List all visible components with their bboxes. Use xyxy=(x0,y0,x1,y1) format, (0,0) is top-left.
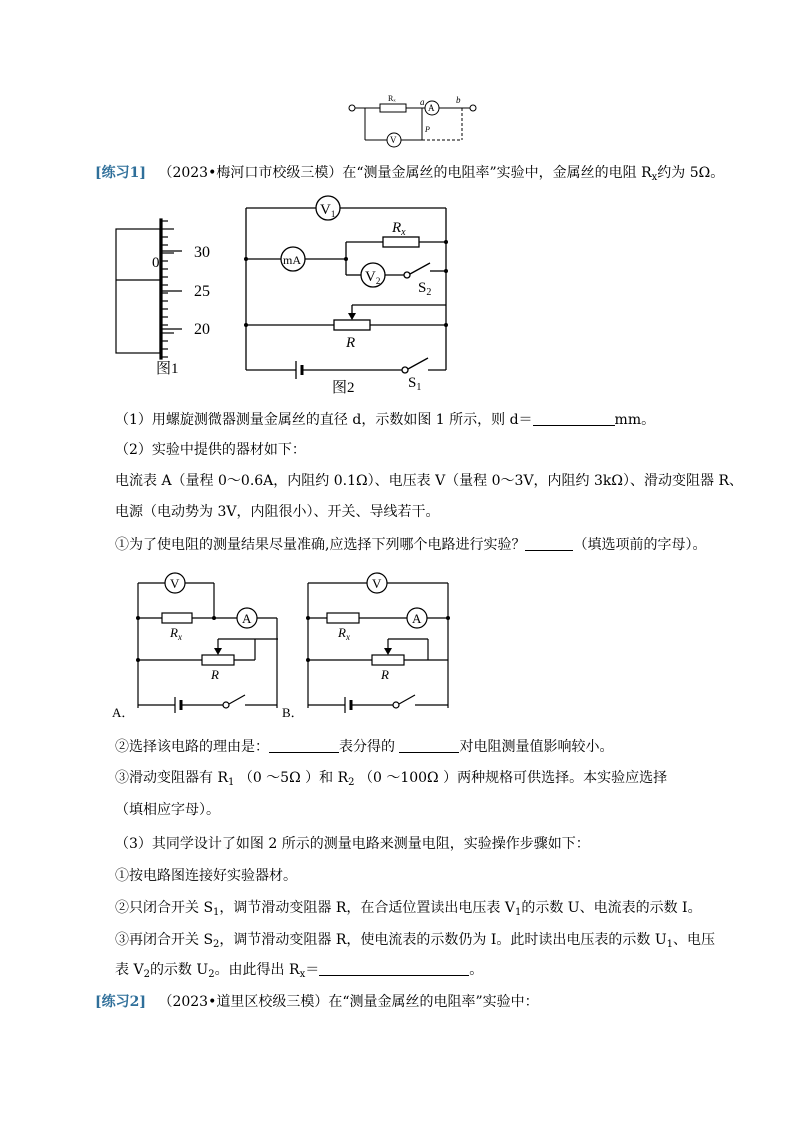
top-p-label: P xyxy=(425,125,430,134)
ex1-q2-2-blank1[interactable] xyxy=(269,738,339,753)
fig2-ma: mA xyxy=(283,253,301,267)
circuit-b xyxy=(280,565,460,720)
ex1-step3-l2-c-sub: x xyxy=(299,969,306,980)
top-rx-label: Rₓ xyxy=(388,94,396,103)
ex2-intro-text: （2023•道里区校级三模）在“测量金属丝的电阻率”实验中： xyxy=(158,994,539,1010)
ex1-intro-post: 约为 5Ω。 xyxy=(657,165,725,181)
fig1-tick-25: 25 xyxy=(194,283,210,300)
fig1-tick-20: 20 xyxy=(194,321,210,338)
ex1-q2-2-pre: ②选择该电路的理由是： xyxy=(115,739,269,755)
fig2-caption: 图2 xyxy=(332,380,355,395)
ex1-step2-b-sub: 1 xyxy=(514,907,522,918)
circuit-a-rx: $R_x$ xyxy=(170,625,182,642)
ex1-intro xyxy=(95,163,724,188)
ex1-step2 xyxy=(115,898,702,923)
ex1-equip-line2: 电源（电动势为 3V，内阻很小）、开关、导线若干。 xyxy=(115,504,440,520)
ex2-intro xyxy=(95,992,539,1012)
ex1-q2-1-blank[interactable] xyxy=(525,536,573,551)
circuit-a-a: A xyxy=(242,611,252,626)
ex1-intro-pre: （2023•梅河口市校级三模）在“测量金属丝的电阻率”实验中，金属丝的电阻 R xyxy=(158,165,652,181)
ex1-q2-3-b: （0 ～5Ω ）和 R xyxy=(234,770,349,786)
top-voltmeter-label: V xyxy=(390,135,397,145)
top-ammeter-label: A xyxy=(428,103,435,113)
circuit-a-r: R xyxy=(211,667,219,682)
ex1-q1 xyxy=(115,410,655,430)
ex1-step3-l2-a-sub: 2 xyxy=(143,969,150,980)
figure1-micrometer xyxy=(112,215,252,380)
fig2-s2: $S_2$ xyxy=(418,280,432,298)
ex1-q2-3-b-sub: 2 xyxy=(348,777,355,788)
ex1-step3-l2-b: 的示数 U xyxy=(149,962,209,978)
ex1-step3-l2-a: 表 V xyxy=(115,962,144,978)
ex1-q2-1-pre: ①为了使电阻的测量结果尽量准确,应选择下列哪个电路进行实验？ xyxy=(115,537,526,553)
ex1-q2-3-line2: （填相应字母）。 xyxy=(115,802,220,818)
circuit-a xyxy=(110,565,285,720)
top-circuit-figure xyxy=(340,92,480,152)
ex1-q2-3 xyxy=(115,768,667,793)
ex1-q1-pre: （1）用螺旋测微器测量金属丝的直径 d，示数如图 1 所示，则 d＝ xyxy=(115,412,533,428)
ex1-intro-sub: x xyxy=(651,172,658,183)
ex1-step3-a: ③再闭合开关 S xyxy=(115,932,214,948)
circuit-b-rx: $R_x$ xyxy=(338,625,350,642)
ex1-step3-l2-c: 。由此得出 R xyxy=(214,962,300,978)
ex1-step3-line2 xyxy=(115,960,483,985)
fig1-tick-30: 30 xyxy=(194,244,210,261)
ex1-step2-a-sub: 1 xyxy=(213,907,220,918)
fig1-zero: 0 xyxy=(152,255,160,271)
fig2-v2: $V_2$ xyxy=(365,269,381,286)
fig2-s1: $S_1$ xyxy=(408,375,422,393)
fig1-caption: 图1 xyxy=(156,361,179,377)
ex1-step2-b: ，调节滑动变阻器 R，在合适位置读出电压表 V xyxy=(219,900,515,916)
ex1-q2-2-blank2[interactable] xyxy=(399,738,459,753)
circuit-a-v: V xyxy=(170,576,180,591)
ex1-equip-line1: 电流表 A（量程 0～0.6A，内阻约 0.1Ω）、电压表 V（量程 0～3V，内阻约 3kΩ）、滑动变阻器 R、 xyxy=(115,473,743,489)
ex1-step2-c: 的示数 U、电流表的示数 I。 xyxy=(521,900,702,916)
circuit-b-a: A xyxy=(412,611,422,626)
circuit-b-r: R xyxy=(381,667,389,682)
ex1-step3-l2-e: 。 xyxy=(469,962,484,978)
circuit-b-label: B． xyxy=(282,705,304,720)
ex1-step2-a: ②只闭合开关 S xyxy=(115,900,214,916)
ex1-q2-2-mid: 表分得的 xyxy=(339,739,400,755)
ex1-q1-post: mm。 xyxy=(614,412,656,428)
circuit-a-label: A． xyxy=(112,705,135,720)
ex1-q2-2 xyxy=(115,737,613,757)
ex1-step3-b: ，调节滑动变阻器 R，使电流表的示数仍为 I。此时读出电压表的示数 U xyxy=(219,932,667,948)
figure2-circuit xyxy=(240,195,465,395)
ex1-tag: [练习1] xyxy=(95,165,146,181)
ex1-rx-answer-blank[interactable] xyxy=(319,961,469,976)
ex1-q3-head: （3）其同学设计了如图 2 所示的测量电路来测量电阻，实验操作步骤如下： xyxy=(115,836,590,852)
ex2-tag: [练习2] xyxy=(95,994,146,1010)
ex1-q2-2-post: 对电阻测量值影响较小。 xyxy=(459,739,614,755)
ex1-step3-a-sub: 2 xyxy=(213,939,220,950)
fig2-rx: $R_x$ xyxy=(392,220,406,238)
top-a-point-label: a xyxy=(420,97,425,107)
ex1-q2-1 xyxy=(115,535,706,555)
ex1-q2-3-c: （0 ～100Ω ）两种规格可供选择。本实验应选择 xyxy=(354,770,668,786)
circuit-b-v: V xyxy=(372,576,382,591)
ex1-q2-head: （2）实验中提供的器材如下： xyxy=(115,442,306,458)
ex1-step3 xyxy=(115,930,715,955)
fig2-r: R xyxy=(346,335,356,351)
fig2-v1: $V_1$ xyxy=(320,202,336,219)
ex1-q1-blank[interactable] xyxy=(533,411,615,426)
ex1-step3-l2-b-sub: 2 xyxy=(208,969,215,980)
ex1-step3-b-sub: 1 xyxy=(666,939,674,950)
ex1-step3-c: 、电压 xyxy=(673,932,716,948)
ex1-q2-1-post: （填选项前的字母）。 xyxy=(573,537,707,553)
ex1-q2-3-a: ③滑动变阻器有 R xyxy=(115,770,228,786)
ex1-step3-l2-d: ＝ xyxy=(305,962,320,978)
ex1-step1: ①按电路图连接好实验器材。 xyxy=(115,868,297,884)
top-b-point-label: b xyxy=(456,95,461,105)
ex1-q2-3-a-sub: 1 xyxy=(228,777,235,788)
